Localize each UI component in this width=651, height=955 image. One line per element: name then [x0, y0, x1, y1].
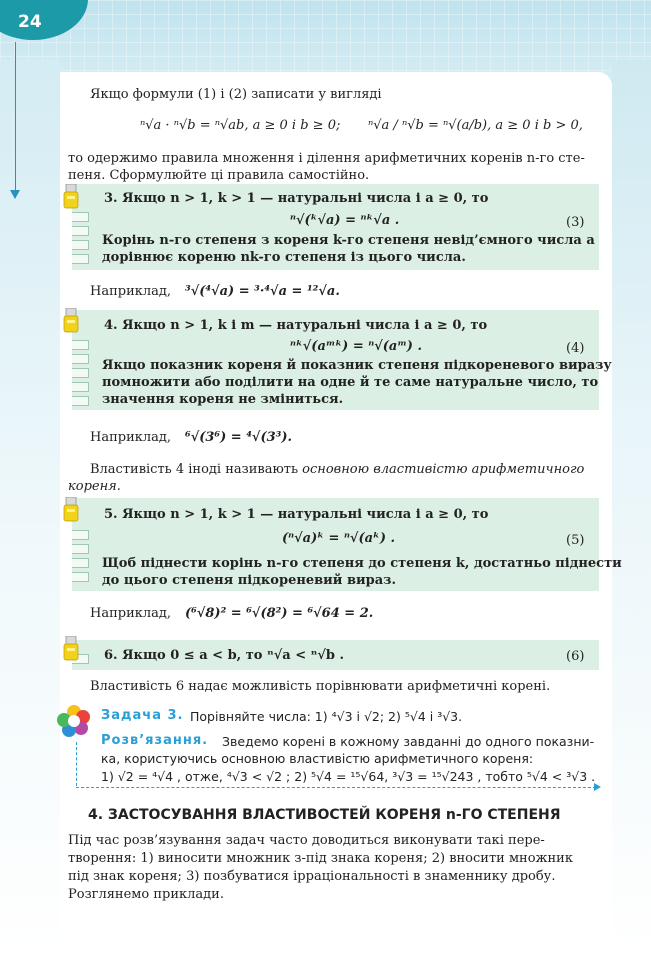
property-4-head: 4. Якщо n > 1, k і m — натуральні числа і a ≥ 0, то: [104, 318, 488, 333]
solution-head: Розв’язання.: [101, 733, 209, 748]
box-tab: [72, 254, 89, 264]
task-3-head: Задача 3.: [101, 708, 184, 723]
note-4-line-1: [90, 461, 584, 479]
equation-number-6: (6): [566, 649, 585, 664]
margin-arrow-down-icon: [10, 190, 20, 199]
page-number: 24: [18, 12, 42, 32]
right-margin-strip: [612, 60, 651, 955]
property-4-text-2: помножити або поділити на одне й те саме натуральне число, то: [102, 375, 599, 390]
section-4-line-2: творення: 1) виносити множник з-під знака кореня; 2) вносити множник: [68, 851, 573, 866]
note-4-line-2: кореня.: [68, 479, 121, 494]
equation-number-3: (3): [566, 215, 585, 230]
example-4-label: Наприклад,: [90, 430, 172, 445]
box-tab: [72, 572, 89, 582]
property-4-text-3: значення кореня не зміниться.: [102, 392, 344, 407]
property-5-head: 5. Якщо n > 1, k > 1 — натуральні числа і a ≥ 0, то: [104, 507, 489, 522]
box-tab: [72, 396, 89, 406]
box-tab: [72, 240, 89, 250]
section-4-line-1: Під час розв’язування задач часто доводиться виконувати такі пере-: [68, 833, 545, 848]
example-4-formula: ⁶√(3⁶) = ⁴√(3³).: [185, 430, 293, 445]
solution-line-2: ка, користуючись основною властивістю арифметичного кореня:: [101, 751, 534, 766]
property-5-text-2: до цього степеня підкореневий вираз.: [102, 573, 396, 588]
formula-product: ⁿ√a · ⁿ√b = ⁿ√ab, a ≥ 0 і b ≥ 0;: [140, 118, 341, 133]
margin-arrow-line: [15, 42, 16, 194]
solution-line-3: 1) √2 = ⁴√4 , отже, ⁴√3 < √2 ; 2) ⁵√4 = ¹⁵√64, ³√3 = ¹⁵√243 , тобто ⁵√4 < ³√3 .: [101, 769, 596, 784]
box-tab: [72, 212, 89, 222]
box-tab: [72, 530, 89, 540]
left-margin-strip: [0, 60, 60, 955]
box-tab: [72, 558, 89, 568]
intro-line-3: пеня. Сформулюйте ці правила самостійно.: [68, 168, 370, 183]
example-3-label: Наприклад,: [90, 284, 172, 299]
note-4-plain: Властивість 4 іноді називають: [90, 462, 303, 477]
section-4-title: 4. ЗАСТОСУВАННЯ ВЛАСТИВОСТЕЙ КОРЕНЯ n-ГО СТЕПЕНЯ: [88, 807, 561, 823]
box-tab: [72, 226, 89, 236]
flower-icon: [57, 704, 91, 738]
section-4-line-3: під знак кореня; 3) позбуватися ірраціональності в знаменнику дробу.: [68, 869, 556, 884]
formula-quotient: ⁿ√a / ⁿ√b = ⁿ√(a/b), a ≥ 0 і b > 0,: [368, 118, 583, 133]
example-5-label: Наприклад,: [90, 606, 172, 621]
box-tab: [72, 382, 89, 392]
property-3-formula: ⁿ√(ᵏ√a) = ⁿᵏ√a .: [290, 213, 400, 228]
note-4-italic: основною властивістю арифметичного: [302, 462, 585, 477]
usb-drive-icon: [63, 184, 81, 210]
equation-number-4: (4): [566, 341, 585, 356]
box-tab: [72, 340, 89, 350]
usb-drive-icon: [63, 497, 81, 523]
intro-line-2: то одержимо правила множення і ділення арифметичних коренів n-го сте-: [68, 151, 585, 166]
usb-drive-icon: [63, 636, 81, 662]
task-3-text: Порівняйте числа: 1) ⁴√3 і √2; 2) ⁵√4 і ³√3.: [190, 709, 463, 724]
property-6-head: 6. Якщо 0 ≤ a < b, то ⁿ√a < ⁿ√b .: [104, 648, 345, 663]
property-5-text-1: Щоб піднести корінь n-го степеня до степеня k, достатньо піднести: [102, 556, 622, 571]
task-dashed-line-horizontal: [76, 787, 596, 788]
property-3-text-2: дорівнює кореню nk-го степеня із цього числа.: [102, 250, 466, 265]
property-3-text-1: Корінь n-го степеня з кореня k-го степеня невід’ємного числа a: [102, 233, 595, 248]
property-5-formula: (ⁿ√a)ᵏ = ⁿ√(aᵏ) .: [282, 531, 396, 546]
task-dashed-line-vertical: [76, 742, 77, 786]
usb-drive-icon: [63, 308, 81, 334]
example-5-formula: (⁶√8)² = ⁶√(8²) = ⁶√64 = 2.: [185, 606, 374, 621]
box-tab: [72, 544, 89, 554]
box-tab: [72, 368, 89, 378]
property-4-formula: ⁿᵏ√(aᵐᵏ) = ⁿ√(aᵐ) .: [290, 339, 422, 354]
box-tab: [72, 354, 89, 364]
intro-line-1: Якщо формули (1) і (2) записати у вигляді: [90, 87, 382, 102]
note-6: Властивість 6 надає можливість порівнювати арифметичні корені.: [90, 679, 551, 694]
property-4-text-1: Якщо показник кореня й показник степеня підкореневого виразу: [102, 358, 612, 373]
property-3-head: 3. Якщо n > 1, k > 1 — натуральні числа і a ≥ 0, то: [104, 191, 489, 206]
example-3-formula: ³√(⁴√a) = ³·⁴√a = ¹²√a.: [185, 284, 340, 299]
equation-number-5: (5): [566, 533, 585, 548]
solution-line-1: Зведемо корені в кожному завданні до одного показни-: [222, 734, 595, 749]
section-4-line-4: Розглянемо приклади.: [68, 887, 224, 902]
task-arrow-right-icon: [594, 783, 601, 791]
